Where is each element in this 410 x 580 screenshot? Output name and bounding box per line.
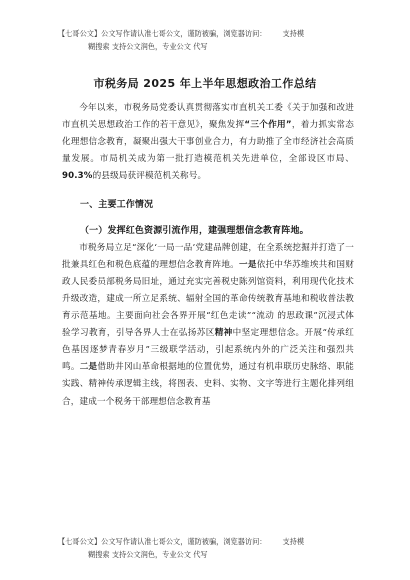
banner-text: 【七哥公文】公文写作请认准七哥公文，谨防被骗，浏览器访问： xyxy=(58,29,267,38)
point-marker-two: 二是 xyxy=(79,362,98,373)
banner-text-tail: 支持模 xyxy=(282,29,305,38)
banner-text-line2: 糊搜索 支持公文润色，专业公文 代写 xyxy=(88,550,208,559)
intro-emphasis: “三个作用” xyxy=(244,120,292,131)
spirit-emphasis: 精神 xyxy=(214,328,233,339)
body-paragraph: 市税务局立足“深化‘一局一品’党建品牌创建，在全系统挖掘并打造了一批兼具红色和税色底蕴的理想信念教育阵地。一是依托中华苏维埃共和国财政人民委员部税务局旧址，通过充实完善税史陈列馆资料，利用现代化技术升级改造，建成一所立足系统、辐射全国的革命传统教育基地和税收普法教育示范基地。主要面向社会各界开展“红色走读”“流动 的思政课”沉浸式体验学习教育，引导各界人士在弘扬苏区精神中坚定理想信念。开展“传承红色基因逐梦青春岁月”三级联学活动，引起系统内外的广泛关注和强烈共鸣。二是借助井冈山革命根据地的位置优势，通过有机串联历史脉络、职能实践、精神传承逻辑主线，将图表、史料、实物、文字等进行主题化排列组合，建成一个税务干部理想信念教育基 xyxy=(62,242,354,407)
intro-paragraph: 今年以来，市税务局党委认真贯彻落实市直机关工委《关于加强和改进市直机关思想政治工作的若干意见》，聚焦发挥“三个作用”，着力抓实常态化理想信念教育，凝聚出强大干事创业合力，有力助推了全市经济社会高质量发展。市局机关成为第一批打造模范机关先进单位，全部设区市局、90.3%的县级局获评模范机关称号。 xyxy=(62,103,354,182)
document-title: 市税务局 2025 年上半年思想政治工作总结 xyxy=(93,77,317,90)
banner-text-tail: 支持模 xyxy=(282,537,305,546)
document-body xyxy=(62,100,354,411)
header-banner xyxy=(58,27,358,53)
section-heading: 一、主要工作情况 xyxy=(80,200,154,211)
intro-percentage: 90.3% xyxy=(62,171,93,182)
banner-text: 【七哥公文】公文写作请认准七哥公文，谨防被骗，浏览器访问： xyxy=(58,537,267,546)
subsection-heading: （一）发挥红色资源引流作用，建强理想信念教育阵地。 xyxy=(80,225,309,236)
banner-text-line2: 糊搜索 支持公文润色，专业公文 代写 xyxy=(88,42,208,51)
point-marker-one: 一是 xyxy=(239,259,257,270)
footer-banner xyxy=(58,535,358,561)
